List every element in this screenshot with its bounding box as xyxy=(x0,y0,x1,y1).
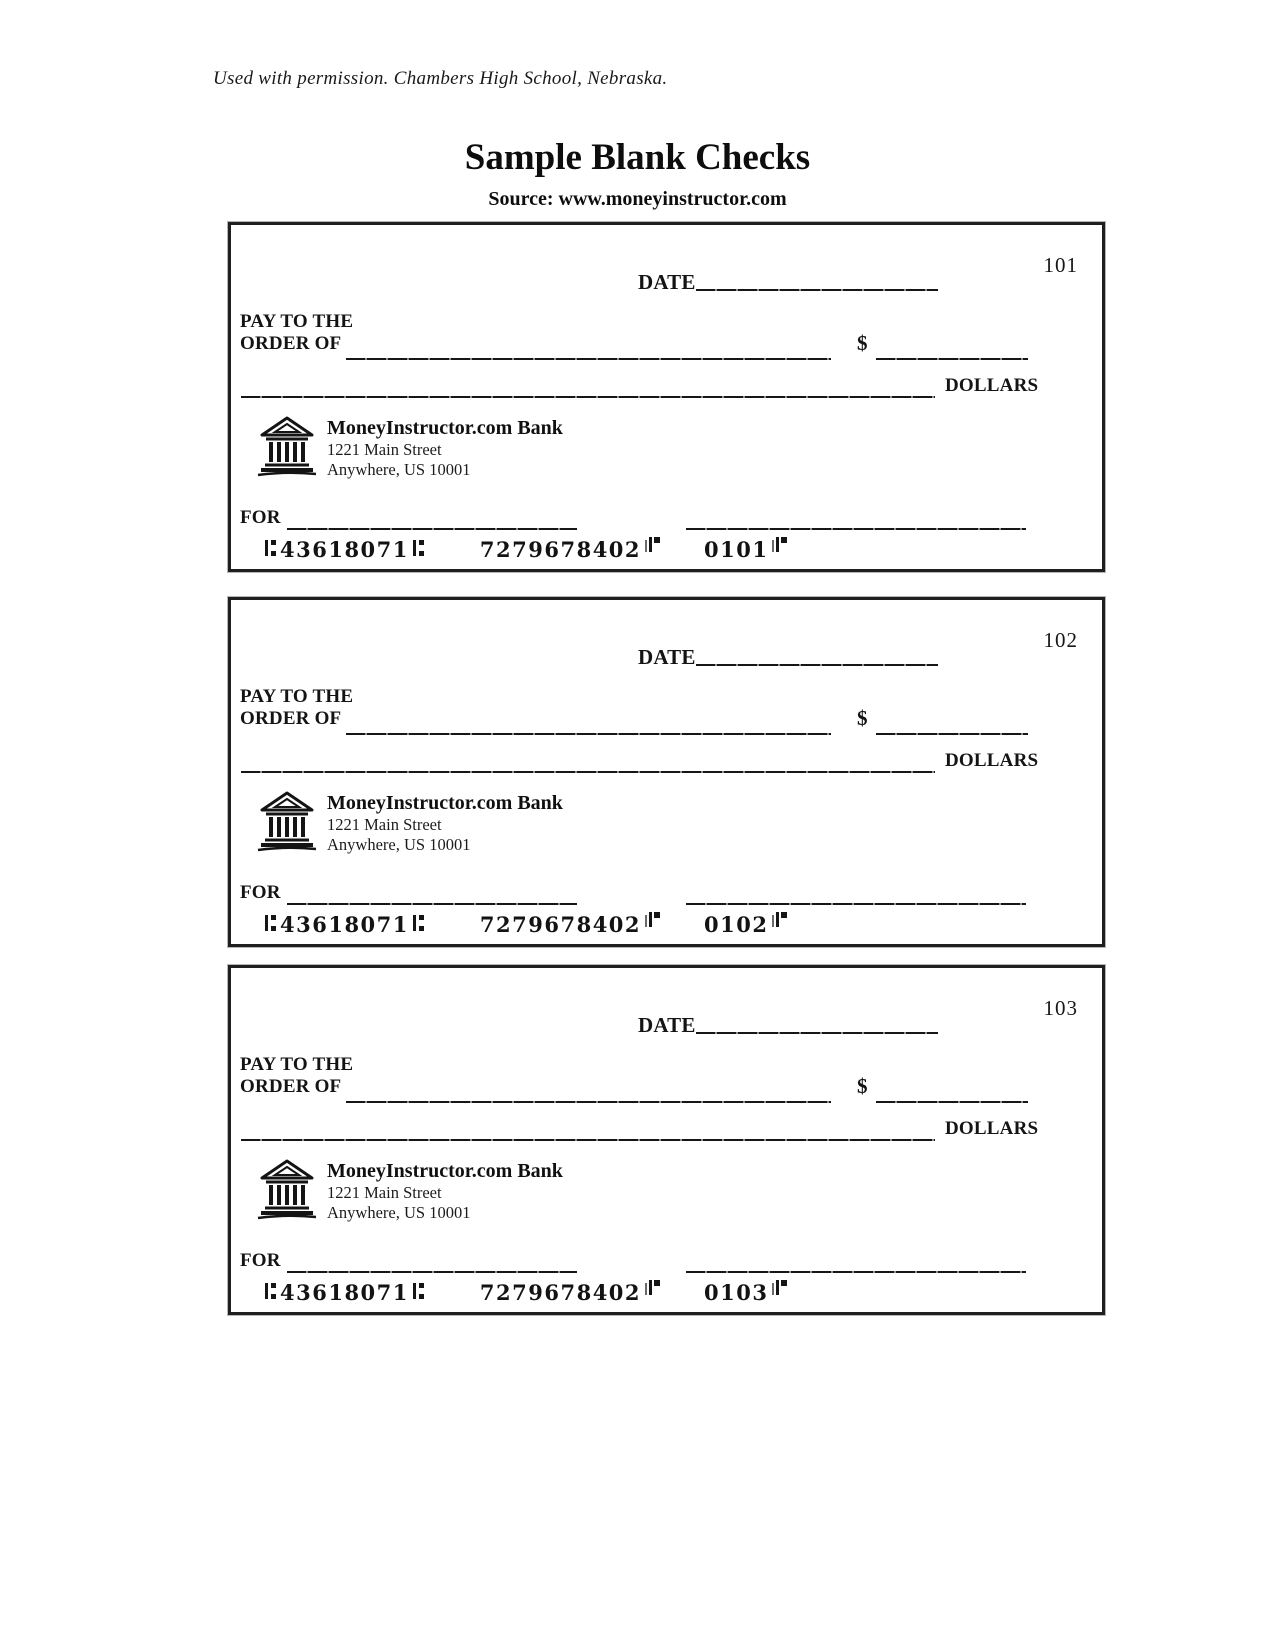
bank-street: 1221 Main Street xyxy=(327,440,442,459)
micr-routing-number: 43618071 xyxy=(280,1280,409,1305)
date-blank-line xyxy=(696,664,938,666)
payee-blank-line xyxy=(346,358,831,360)
written-amount-blank-line xyxy=(241,1139,935,1141)
bank-city: Anywhere, US 10001 xyxy=(327,835,471,854)
micr-check-number: 0103 xyxy=(704,1280,769,1305)
source-line: Source: www.moneyinstructor.com xyxy=(488,188,787,210)
for-label: FOR xyxy=(240,1250,281,1271)
bank-city: Anywhere, US 10001 xyxy=(327,460,471,479)
for-label: FOR xyxy=(240,507,281,528)
written-amount-blank-line xyxy=(241,771,935,773)
date-row xyxy=(638,1014,938,1036)
bank-name: MoneyInstructor.com Bank xyxy=(327,792,563,814)
signature-blank-line xyxy=(686,1271,1026,1273)
micr-onus-icon xyxy=(772,1280,787,1295)
bank-building-icon xyxy=(257,1158,317,1222)
order-of-label: ORDER OF xyxy=(240,333,342,354)
micr-onus-icon xyxy=(645,537,660,552)
micr-line xyxy=(261,1280,791,1305)
bank-name: MoneyInstructor.com Bank xyxy=(327,1160,563,1182)
for-label: FOR xyxy=(240,882,281,903)
micr-routing-number: 43618071 xyxy=(280,537,409,562)
date-row xyxy=(638,271,938,293)
bank-city: Anywhere, US 10001 xyxy=(327,1203,471,1222)
page-title: Sample Blank Checks xyxy=(464,137,811,178)
bank-block xyxy=(257,790,563,855)
bank-block xyxy=(257,415,563,480)
micr-transit-icon xyxy=(413,540,424,556)
pay-to-the-label: PAY TO THE xyxy=(240,686,354,707)
pay-to-the-label: PAY TO THE xyxy=(240,311,354,332)
micr-account-number: 7279678402 xyxy=(479,537,642,562)
micr-transit-icon xyxy=(265,1283,276,1299)
blank-check-103 xyxy=(228,965,1105,1315)
micr-onus-icon xyxy=(772,537,787,552)
micr-transit-icon xyxy=(413,1283,424,1299)
bank-address-block xyxy=(327,790,563,855)
bank-name: MoneyInstructor.com Bank xyxy=(327,417,563,439)
micr-line xyxy=(261,912,791,937)
bank-address-block xyxy=(327,415,563,480)
signature-blank-line xyxy=(686,528,1026,530)
blank-check-101 xyxy=(228,222,1105,572)
date-label: DATE xyxy=(638,645,696,669)
micr-onus-icon xyxy=(772,912,787,927)
micr-line xyxy=(261,537,791,562)
check-number: 103 xyxy=(1043,996,1078,1020)
dollar-sign: $ xyxy=(857,1074,868,1098)
bank-block xyxy=(257,1158,563,1223)
micr-transit-icon xyxy=(265,915,276,931)
permission-note: Used with permission. Chambers High School, Nebraska. xyxy=(213,68,668,89)
amount-blank-line xyxy=(876,733,1028,735)
micr-transit-icon xyxy=(413,915,424,931)
date-blank-line xyxy=(696,289,938,291)
bank-building-icon xyxy=(257,415,317,479)
micr-routing-number: 43618071 xyxy=(280,912,409,937)
micr-check-number: 0101 xyxy=(704,537,769,562)
micr-onus-icon xyxy=(645,912,660,927)
order-of-label: ORDER OF xyxy=(240,1076,342,1097)
date-blank-line xyxy=(696,1032,938,1034)
micr-check-number: 0102 xyxy=(704,912,769,937)
bank-street: 1221 Main Street xyxy=(327,815,442,834)
date-label: DATE xyxy=(638,1013,696,1037)
dollar-sign: $ xyxy=(857,706,868,730)
dollars-label: DOLLARS xyxy=(945,375,1039,396)
bank-address-block xyxy=(327,1158,563,1223)
date-row xyxy=(638,646,938,668)
micr-account-number: 7279678402 xyxy=(479,1280,642,1305)
check-number: 101 xyxy=(1043,253,1078,277)
micr-account-number: 7279678402 xyxy=(479,912,642,937)
check-number: 102 xyxy=(1043,628,1078,652)
amount-blank-line xyxy=(876,1101,1028,1103)
dollars-label: DOLLARS xyxy=(945,750,1039,771)
payee-blank-line xyxy=(346,733,831,735)
payee-blank-line xyxy=(346,1101,831,1103)
micr-transit-icon xyxy=(265,540,276,556)
order-of-label: ORDER OF xyxy=(240,708,342,729)
bank-building-icon xyxy=(257,790,317,854)
memo-blank-line xyxy=(287,528,577,530)
amount-blank-line xyxy=(876,358,1028,360)
written-amount-blank-line xyxy=(241,396,935,398)
memo-blank-line xyxy=(287,1271,577,1273)
bank-street: 1221 Main Street xyxy=(327,1183,442,1202)
blank-check-102 xyxy=(228,597,1105,947)
dollar-sign: $ xyxy=(857,331,868,355)
pay-to-the-label: PAY TO THE xyxy=(240,1054,354,1075)
memo-blank-line xyxy=(287,903,577,905)
dollars-label: DOLLARS xyxy=(945,1118,1039,1139)
signature-blank-line xyxy=(686,903,1026,905)
micr-onus-icon xyxy=(645,1280,660,1295)
date-label: DATE xyxy=(638,270,696,294)
